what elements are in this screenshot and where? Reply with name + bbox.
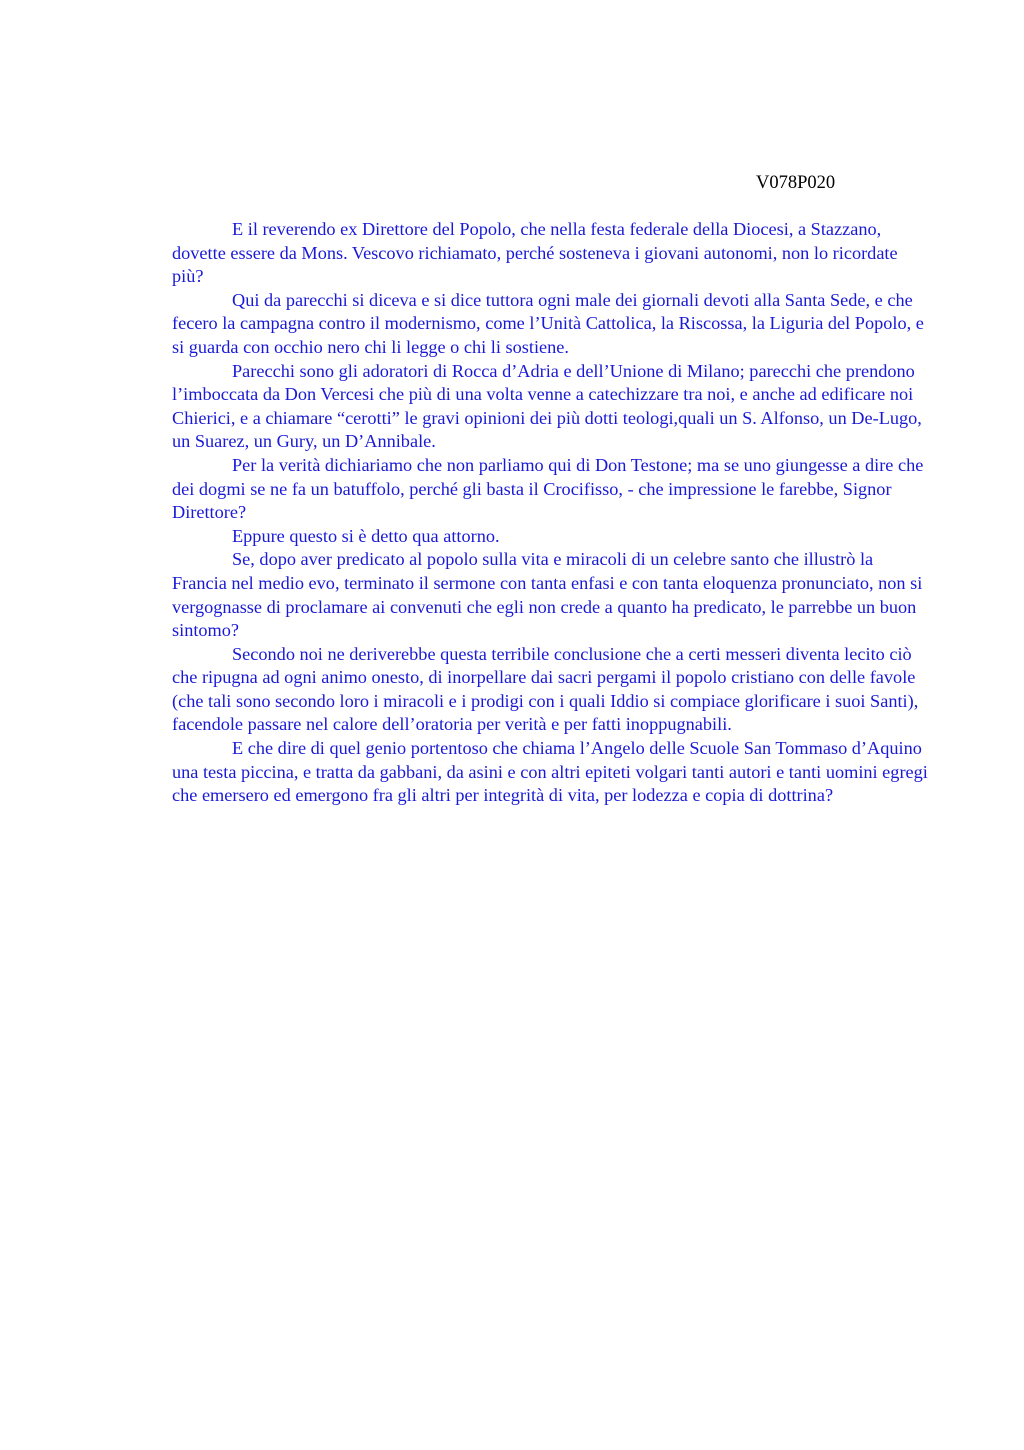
paragraph: Parecchi sono gli adoratori di Rocca d’Adria e dell’Unione di Milano; parecchi che prendono l’imboccata da Don Vercesi che più di una volta venne a catechizzare tra noi, e anche ad edificare noi Chierici, e a chiamare “cerotti” le gravi opinioni dei più dotti teologi,quali un S. Alfonso, un De-Lugo, un Suarez, un Gury, un D’Annibale. [172, 360, 922, 452]
document-body [172, 218, 932, 808]
paragraph: E il reverendo ex Direttore del Popolo, che nella festa federale della Diocesi, a Stazzano, dovette essere da Mons. Vescovo richiamato, perché sosteneva i giovani autonomi, non lo ricordate più? [172, 219, 898, 287]
paragraph: E che dire di quel genio portentoso che chiama l’Angelo delle Scuole San Tommaso d’Aquino una testa piccina, e tratta da gabbani, da asini e con altri epiteti volgari tanti autori e tanti uomini egregi che emersero ed emergono fra gli altri per integrità di vita, per lodezza e copia di dottrina? [172, 738, 928, 806]
page-identifier: V078P020 [756, 173, 836, 193]
paragraph: Secondo noi ne deriverebbe questa terribile conclusione che a certi messeri diventa lecito ciò che ripugna ad ogni animo onesto, di inorpellare dai sacri pergami il popolo cristiano con delle favole (che tali sono secondo loro i miracoli e i prodigi con i quali Iddio si compiace glorificare i suoi Santi), facendole passare nel calore dell’oratoria per verità e per fatti inoppugnabili. [172, 643, 919, 735]
paragraph: Se, dopo aver predicato al popolo sulla vita e miracoli di un celebre santo che illustrò la Francia nel medio evo, terminato il sermone con tanta enfasi e con tanta eloquenza pronunciato, non si vergognasse di proclamare ai convenuti che egli non crede a quanto ha predicato, le parrebbe un buon sintomo? [172, 549, 923, 641]
paragraph: Eppure questo si è detto qua attorno. [232, 525, 500, 546]
paragraph: Per la verità dichiariamo che non parliamo qui di Don Testone; ma se uno giungesse a dire che dei dogmi se ne fa un batuffolo, perché gli basta il Crocifisso, - che impressione le farebbe, Signor Direttore? [172, 454, 924, 523]
paragraph: Qui da parecchi si diceva e si dice tuttora ogni male dei giornali devoti alla Santa Sede, e che fecero la campagna contro il modernismo, come l’Unità Cattolica, la Riscossa, la Liguria del Popolo, e si guarda con occhio nero chi li legge o chi li sostiene. [172, 289, 924, 357]
